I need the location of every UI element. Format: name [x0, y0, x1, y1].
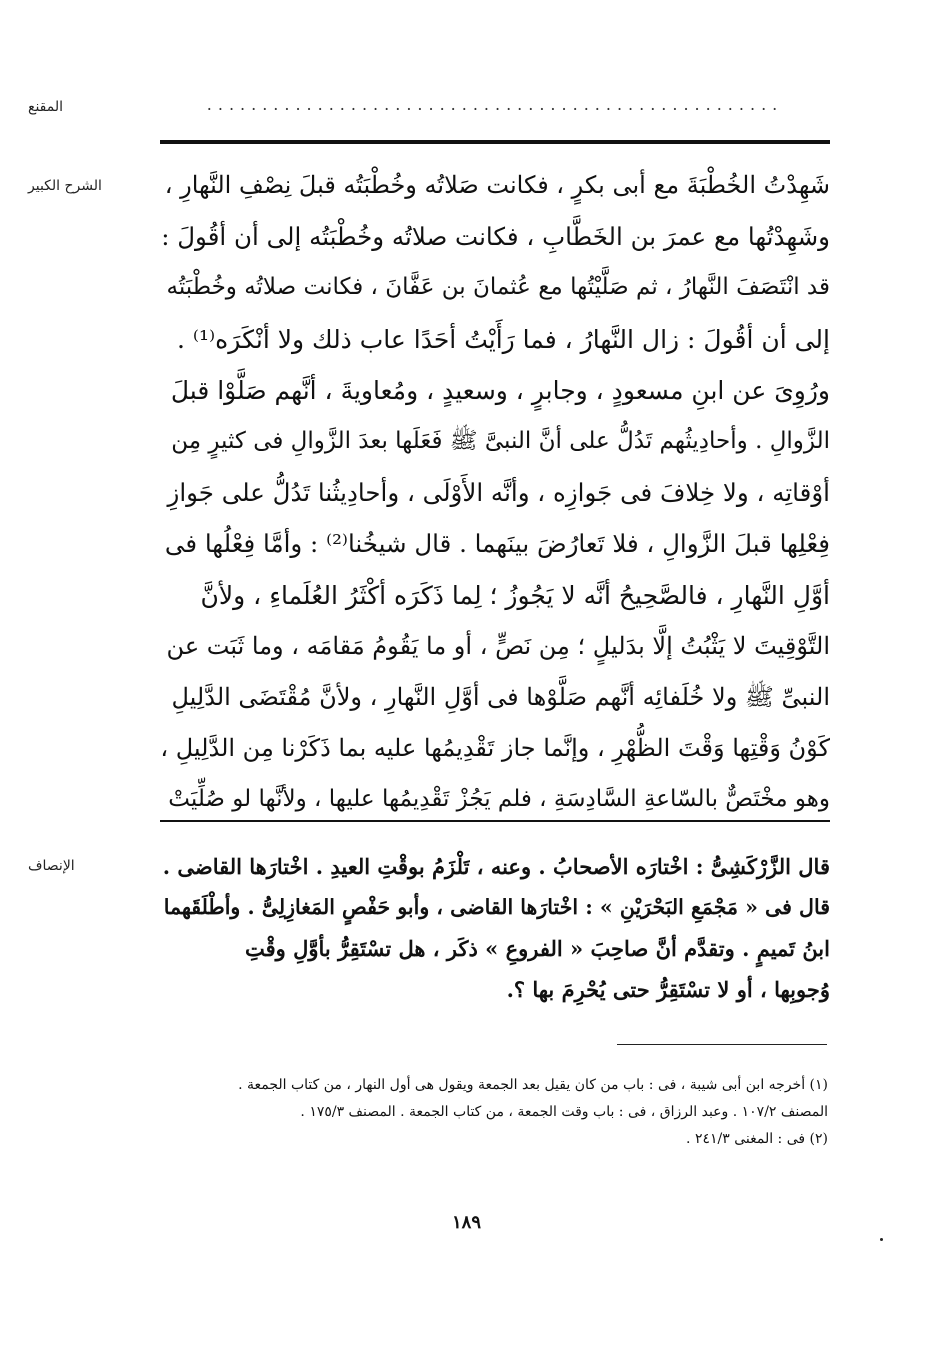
footnotes — [155, 1072, 828, 1153]
footnote-separator — [617, 1044, 827, 1045]
text-line: كَوْنُ وَقْتِها وَقْتَ الظُّهْرِ ، وإنَّما جاز تَقْدِيمُها عليه بما ذَكَرْنا مِن الدَّلِيلِ ، — [160, 734, 830, 763]
text-line: وهو مخْتَصٌّ بالسّاعةِ السَّادِسَةِ ، فلم يَجُزْ تَقْدِيمُها عليها ، ولأنَّها لو صُلِّيَتْ — [168, 786, 830, 813]
main-commentary-text — [160, 160, 830, 826]
text-line: شَهِدْتُ الخُطْبَةَ مع أبى بكرٍ ، فكانت صَلاتُه وخُطْبَتُه قبلَ نِصْفِ النَّهارِ ، — [164, 171, 830, 199]
insaf-text — [160, 846, 830, 1010]
text-line: قال فى « مَجْمَعِ البَحْرَيْنِ » : اخْتارَها القاضى ، وأبو حَفْصٍ المَغازِلِىُّ . وأطْلَقَهما — [163, 895, 830, 919]
footnote-line: (١) أخرجه ابن أبى شيبة ، فى : باب من كان يقيل بعد الجمعة ويقول هى أول النهار ، من كتاب الجمعة . — [238, 1077, 828, 1093]
running-title: المقنع — [28, 99, 64, 115]
section-divider — [160, 820, 830, 822]
page-number: ١٨٩ — [451, 1212, 481, 1233]
text-line: ورُوِىَ عن ابنِ مسعودٍ ، وجابرٍ ، وسعيدٍ ، ومُعاويةَ ، أنَّهم صَلَّوْا قبلَ — [170, 375, 830, 405]
text-line: قد انْتَصَفَ النَّهارُ ، ثم صَلَّيْتُها مع عُثمانَ بن عَفَّانَ ، فكانت صلاتُه وخُطْبَتُه — [166, 274, 830, 301]
text-line: قال الزَّرْكَشِىُّ : اخْتارَه الأصحابُ . وعنه ، تَلْزَمُ بوقْتِ العيدِ . اخْتارَها القاضى . — [162, 854, 830, 879]
scan-speck — [880, 1238, 883, 1241]
side-label-insaf: الإنصاف — [28, 858, 75, 874]
text-line: وُجوبِها ، أو لا تسْتَقِرُّ حتى يُحْرِمَ بها ؟. — [506, 977, 830, 1002]
text-line: النبىِّ ﷺ ولا خُلَفائِه أنَّهم صَلَّوْها فى أوَّلِ النَّهارِ ، ولأنَّ مُقْتَضَى الدَّلِيلِ — [171, 683, 830, 712]
text-line: الزَّوالِ . وأحادِيثُهم تَدُلُّ على أنَّ النبىَّ ﷺ فَعَلَها بعدَ الزَّوالِ فى كثيرٍ مِن — [171, 428, 830, 455]
footnote-line: المصنف ١٠٧/٢ . وعبد الرزاق ، فى : باب وقت الجمعة ، من كتاب الجمعة . المصنف ١٧٥/٣ . — [300, 1104, 828, 1120]
text-line: ابنُ تَميمٍ . وتقدَّم أنَّ صاحِبَ « الفروعِ » ذكَر ، هل تسْتَقِرُّ بأوَّلِ وقْتِ — [245, 936, 830, 961]
header-dot-leader: .................................................... — [206, 98, 784, 112]
text-line: فِعْلِها قبلَ الزَّوالِ ، فلا تَعارُضَ بينَهما . قال شيخُنا⁽²⁾ : وأمَّا فِعْلُها فى — [164, 529, 830, 559]
text-line: وشَهِدْتُها مع عمرَ بن الخَطَّابِ ، فكانت صلاتُه وخُطْبَتُه إلى أن أقُولَ : — [161, 222, 830, 252]
text-line: أوَّلِ النَّهارِ ، فالصَّحِيحُ أنَّه لا يَجُوزُ ؛ لِما ذَكَرَه أكْثَرُ العُلَماءِ ، ولأنَّ — [200, 580, 830, 610]
text-line: التَّوْقِيتَ لا يَثْبُتُ إلَّا بدَليلٍ ؛ مِن نَصٍّ ، أو ما يَقُومُ مَقامَه ، وما ثَبَت عن — [166, 631, 830, 660]
side-label-sharh: الشرح الكبير — [28, 178, 102, 194]
text-line: أوْقاتِه ، ولا خِلافَ فى جَوازِه ، وأنَّه الأَوْلَى ، وأحادِيثُنا تَدُلُّ على جَوازِ — [167, 478, 830, 508]
text-line: إلى أن أقُولَ : زال النَّهارُ ، فما رَأَيْتُ أحَدًا عاب ذلك ولا أنْكَرَه⁽¹⁾ . — [176, 324, 830, 354]
footnote-line: (٢) فى : المغنى ٢٤١/٣ . — [686, 1131, 828, 1147]
header-rule — [160, 140, 830, 144]
